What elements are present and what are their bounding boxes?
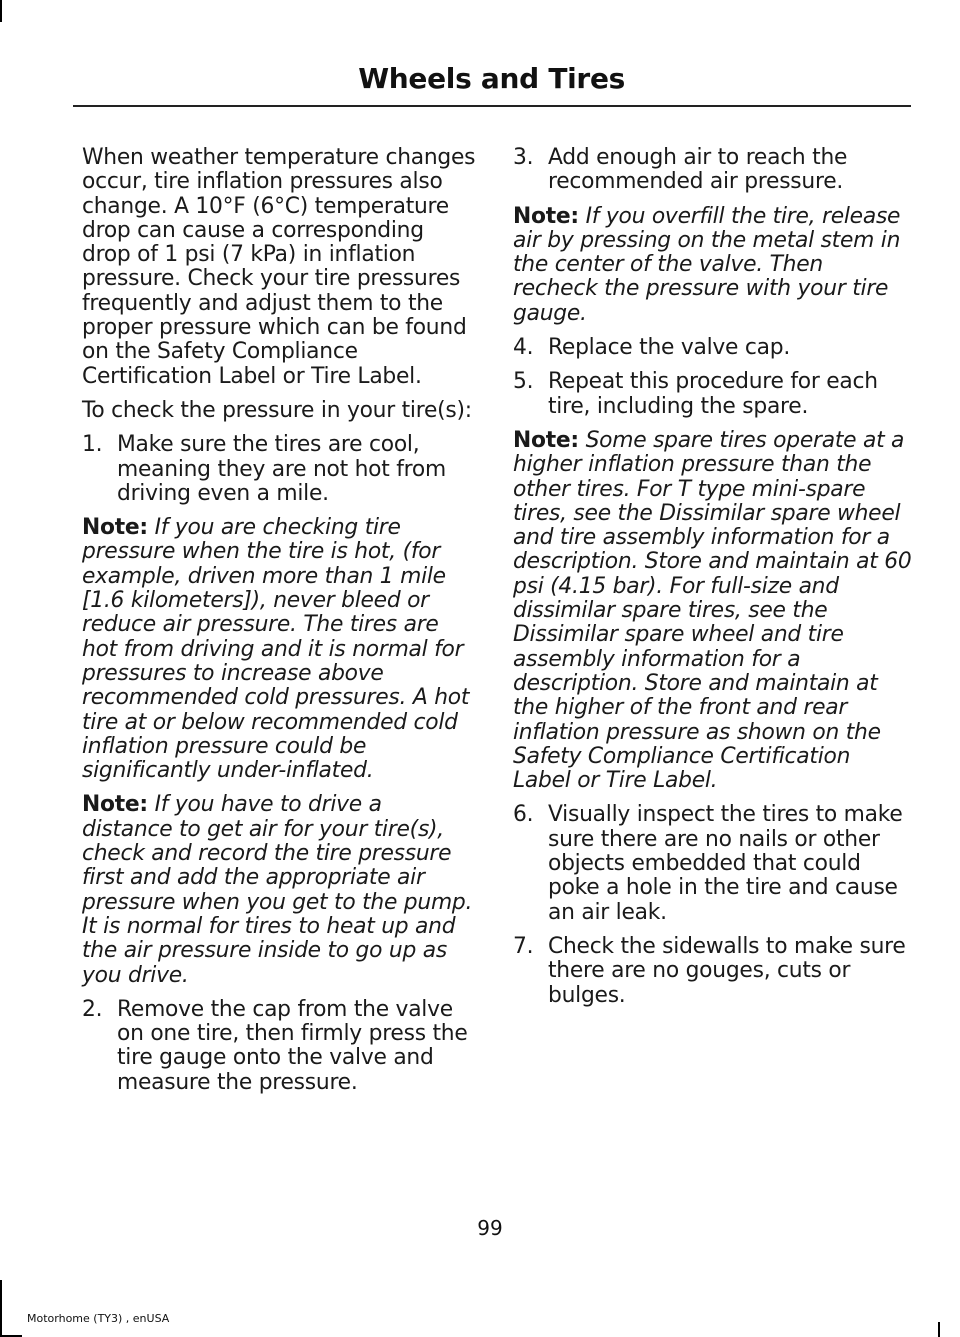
step-number: 5. xyxy=(513,369,534,395)
note-3 xyxy=(513,205,913,326)
intro-paragraph: When weather temperature changes occur, tire inflation pressures also change. A 10°F (6°C) temperature drop can cause a corresponding drop of 1 psi (7 kPa) in inflation pressure. Check your tire pressures frequently and adjust them to the proper pressure which can be found on the Safety Compliance Certification Label or Tire Label. xyxy=(82,145,476,389)
step-3 xyxy=(513,146,913,195)
note-text: If you have to drive a distance to get air for your tire(s), check and record the tire pressure first and add the appropriate air pressure when you get to the pump. It is normal for tires to heat up and the air pressure inside to go up as you drive. xyxy=(82,792,473,988)
step-4 xyxy=(513,336,913,360)
step-text: Replace the valve cap. xyxy=(548,335,791,361)
step-number: 3. xyxy=(513,145,534,170)
step-2 xyxy=(82,998,477,1095)
step-6 xyxy=(513,803,913,924)
right-column xyxy=(513,146,913,1018)
step-number: 1. xyxy=(82,432,103,458)
page-title: Wheels and Tires xyxy=(358,62,625,95)
header-divider xyxy=(73,105,911,107)
note-label: Note: xyxy=(82,792,148,818)
note-label: Note: xyxy=(513,427,579,453)
note-label: Note: xyxy=(82,515,148,541)
step-text: Make sure the tires are cool, meaning they are not hot from driving even a mile. xyxy=(117,432,446,506)
step-text: Repeat this procedure for each tire, including the spare. xyxy=(548,369,878,419)
crop-mark-bottom-right xyxy=(938,1322,940,1337)
step-text: Visually inspect the tires to make sure there are no nails or other objects embedded that could poke a hole in the tire and cause an air leak. xyxy=(548,802,903,925)
step-1 xyxy=(82,433,477,506)
step-number: 2. xyxy=(82,996,103,1022)
step-text: Check the sidewalls to make sure there are no gouges, cuts or bulges. xyxy=(548,933,906,1008)
note-text: If you are checking tire pressure when the tire is hot, (for example, driven more than 1 mile [1.6 kilometers]), never bleed or reduce air pressure. The tires are hot from driving and it is normal for pressures to increase above recommended cold pressures. A hot tire at or below recommended cold inflation pressure could be significantly under-inflated. xyxy=(82,515,470,784)
note-4 xyxy=(513,429,913,793)
step-7 xyxy=(513,935,913,1008)
crop-mark-top-left xyxy=(0,0,2,22)
note-text: Some spare tires operate at a higher inflation pressure than the other tires. For T type mini-spare tires, see the Dissimilar spare wheel and tire assembly information for a description. Store and maintain at 60 psi (4.15 bar). For full-size and dissimilar spare tires, see the Dissimilar spare wheel and tire assembly information for a description. Store and maintain at the higher of the front and rear inflation pressure as shown on the Safety Compliance Certification Label or Tire Label. xyxy=(513,427,912,794)
step-5 xyxy=(513,370,913,419)
document-id: Motorhome (TY3) , enUSA xyxy=(27,1312,170,1325)
step-number: 4. xyxy=(513,335,534,361)
step-text: Remove the cap from the valve on one tire, then firmly press the tire gauge onto the valve and measure the pressure. xyxy=(117,996,468,1095)
note-label: Note: xyxy=(513,203,579,229)
note-text: If you overfill the tire, release air by pressing on the metal stem in the center of the valve. Then recheck the pressure with your tire gauge. xyxy=(513,203,901,326)
step-number: 6. xyxy=(513,802,534,828)
crop-mark-bottom-left xyxy=(0,1280,2,1337)
note-1 xyxy=(82,516,477,783)
step-text: Add enough air to reach the recommended air pressure. xyxy=(548,145,848,195)
note-2 xyxy=(82,793,477,987)
left-column xyxy=(82,146,477,1105)
step-number: 7. xyxy=(513,933,534,959)
page-number: 99 xyxy=(477,1216,503,1240)
lead-paragraph: To check the pressure in your tire(s): xyxy=(82,397,472,423)
